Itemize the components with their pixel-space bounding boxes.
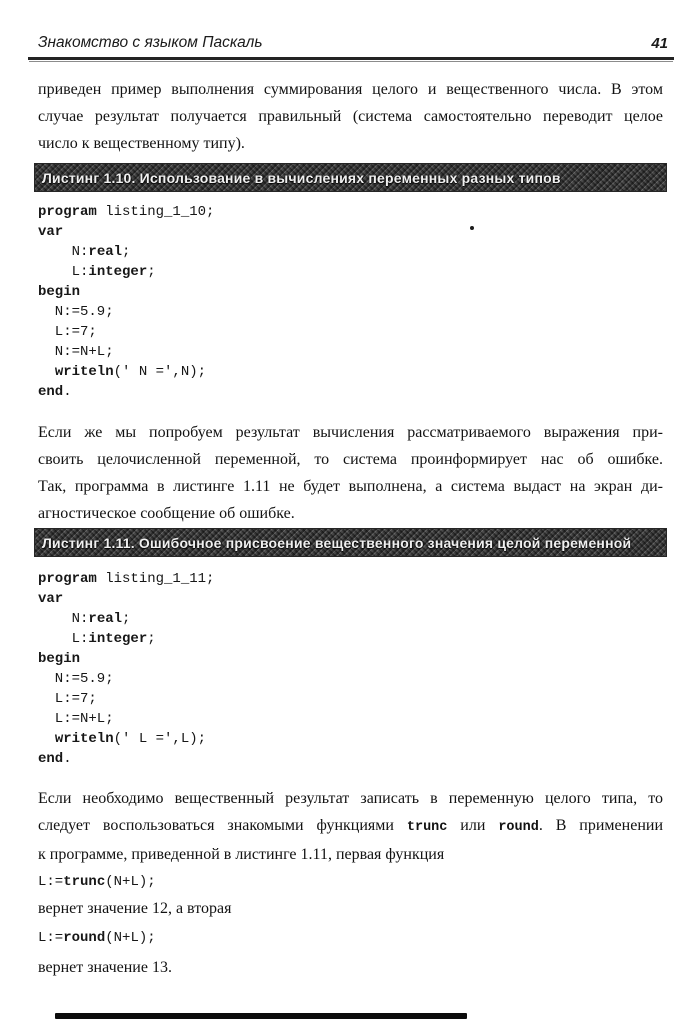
- intro-paragraph: приведен пример выполнения суммирования целого и вещественного числа. В этом случае результат получается правильный (система самостоятельно переводит целое число к вещественному типу).: [38, 81, 663, 152]
- page-number: 41: [651, 35, 668, 52]
- trunc-statement-code: L:=trunc(N+L);: [38, 874, 156, 890]
- ink-dot-artifact: [470, 226, 474, 230]
- header-rule: [28, 57, 674, 60]
- round-result-text: вернет значение 13.: [38, 959, 172, 976]
- running-head: Знакомство с языком Паскаль: [38, 34, 263, 51]
- page-header: [38, 34, 672, 52]
- listing-1-10-code: program listing_1_10; var N:real; L:integer; begin N:=5.9; L:=7; N:=N+L; writeln(' N =',N); end.: [38, 204, 215, 400]
- trunc-result-text: вернет значение 12, а вторая: [38, 900, 232, 917]
- listing-1-11-bar: [34, 528, 667, 557]
- listing-1-10-bar: [34, 163, 667, 192]
- listing-1-10-caption: Листинг 1.10. Использование в вычислениях переменных разных типов: [42, 169, 561, 186]
- middle-paragraph: Если же мы попробуем результат вычисления рассматриваемого выражения при- своить целочисленной переменной, то система проинформирует нас об ошибке. Так, программа в листинге 1.11 не будет выполнена, а система выдаст на экран ди- агностическое сообщение об ошибке.: [38, 424, 663, 522]
- scan-edge-artifact: [55, 1013, 467, 1019]
- round-statement-code: L:=round(N+L);: [38, 930, 156, 946]
- listing-1-11-code: program listing_1_11; var N:real; L:integer; begin N:=5.9; L:=7; L:=N+L; writeln(' L =',L); end.: [38, 571, 215, 767]
- closing-paragraph: Если необходимо вещественный результат записать в переменную целого типа, то следует воспользоваться знакомыми функциями trunc или round. В применении к программе, приведенной в листинге 1.11, первая функция: [38, 790, 664, 863]
- listing-1-11-caption: Листинг 1.11. Ошибочное присвоение вещественного значения целой переменной: [42, 534, 632, 551]
